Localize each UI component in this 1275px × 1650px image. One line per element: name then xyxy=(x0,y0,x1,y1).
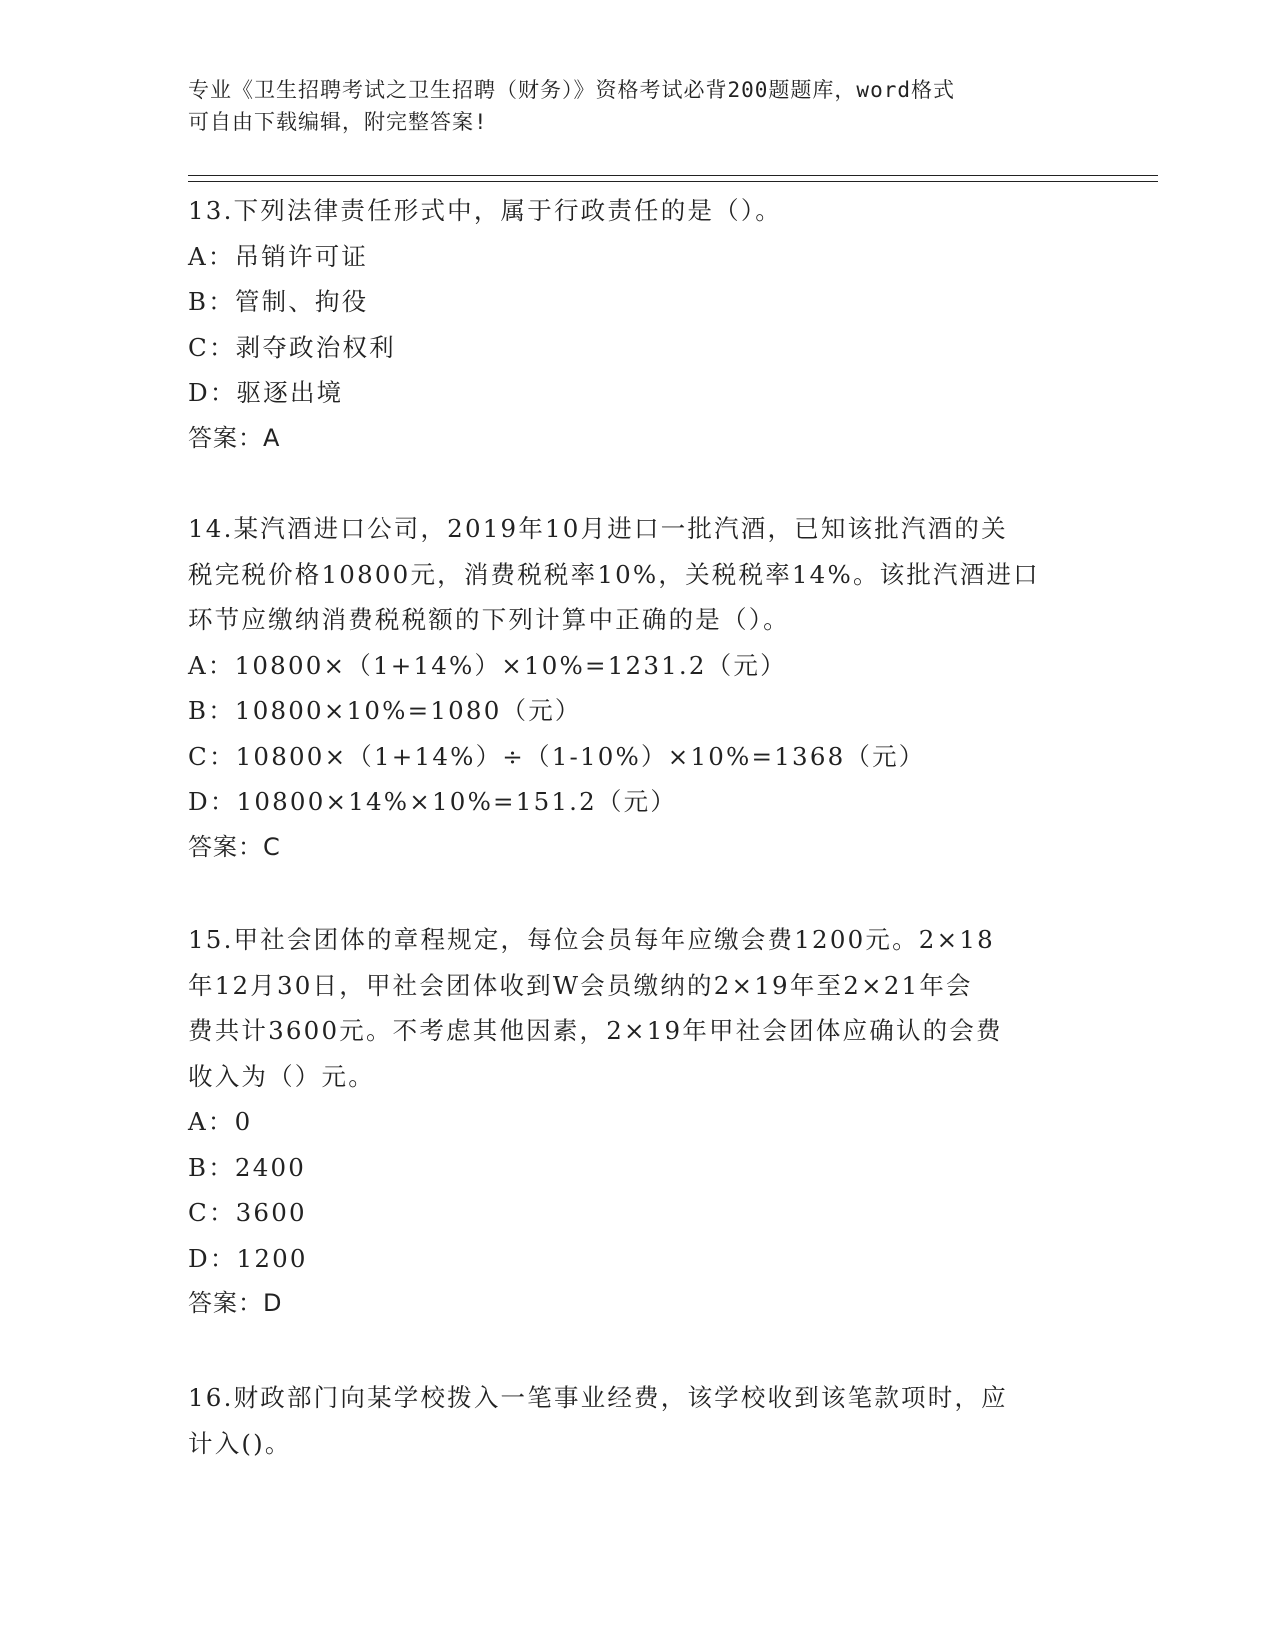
header-divider-bottom xyxy=(188,181,1158,182)
option-c: C：3600 xyxy=(188,1198,307,1227)
option-b: B：2400 xyxy=(188,1152,307,1182)
answer-label: 答案：C xyxy=(188,832,281,861)
option-a: A：吊销许可证 xyxy=(188,241,369,271)
question-13 xyxy=(188,188,1068,461)
question-stem-line: 15.甲社会团体的章程规定，每位会员每年应缴会费1200元。2×18 xyxy=(188,925,995,954)
option-d: D：驱逐出境 xyxy=(188,378,344,407)
header-divider-top xyxy=(188,175,1158,176)
option-d: D：10800×14%×10%=151.2（元） xyxy=(188,787,678,816)
option-a: A：10800×（1+14%）×10%=1231.2（元） xyxy=(188,650,787,680)
question-stem-line: 计入()。 xyxy=(188,1428,292,1458)
question-15 xyxy=(188,917,1068,1327)
answer-label: 答案：A xyxy=(188,423,281,452)
question-16 xyxy=(188,1375,1068,1466)
question-stem-line: 年12月30日，甲社会团体收到W会员缴纳的2×19年至2×21年会 xyxy=(188,970,973,1000)
option-a: A：0 xyxy=(188,1107,253,1136)
question-14 xyxy=(188,506,1068,870)
question-stem-line: 14.某汽酒进口公司，2019年10月进口一批汽酒，已知该批汽酒的关 xyxy=(188,514,1008,543)
question-stem-line: 16.财政部门向某学校拨入一笔事业经费，该学校收到该笔款项时，应 xyxy=(188,1383,1008,1412)
header-title-line-1: 专业《卫生招聘考试之卫生招聘（财务）》资格考试必背200题题库，word格式 xyxy=(188,78,955,102)
question-stem-line: 环节应缴纳消费税税额的下列计算中正确的是（）。 xyxy=(188,605,790,634)
option-b: B：管制、拘役 xyxy=(188,287,369,316)
question-stem-line: 税完税价格10800元，消费税税率10%，关税税率14%。该批汽酒进口 xyxy=(188,559,1040,589)
option-d: D：1200 xyxy=(188,1243,308,1273)
option-b: B：10800×10%=1080（元） xyxy=(188,696,582,725)
answer-label: 答案：D xyxy=(188,1289,283,1317)
option-c: C：10800×（1+14%）÷（1-10%）×10%=1368（元） xyxy=(188,741,926,771)
question-stem-line: 收入为（）元。 xyxy=(188,1061,375,1091)
question-stem-line: 13.下列法律责任形式中，属于行政责任的是（）。 xyxy=(188,196,783,225)
header-title-line-2: 可自由下载编辑，附完整答案! xyxy=(188,110,488,134)
question-stem-line: 费共计3600元。不考虑其他因素，2×19年甲社会团体应确认的会费 xyxy=(188,1016,1003,1045)
option-c: C：剥夺政治权利 xyxy=(188,332,396,362)
document-header xyxy=(188,74,1068,138)
